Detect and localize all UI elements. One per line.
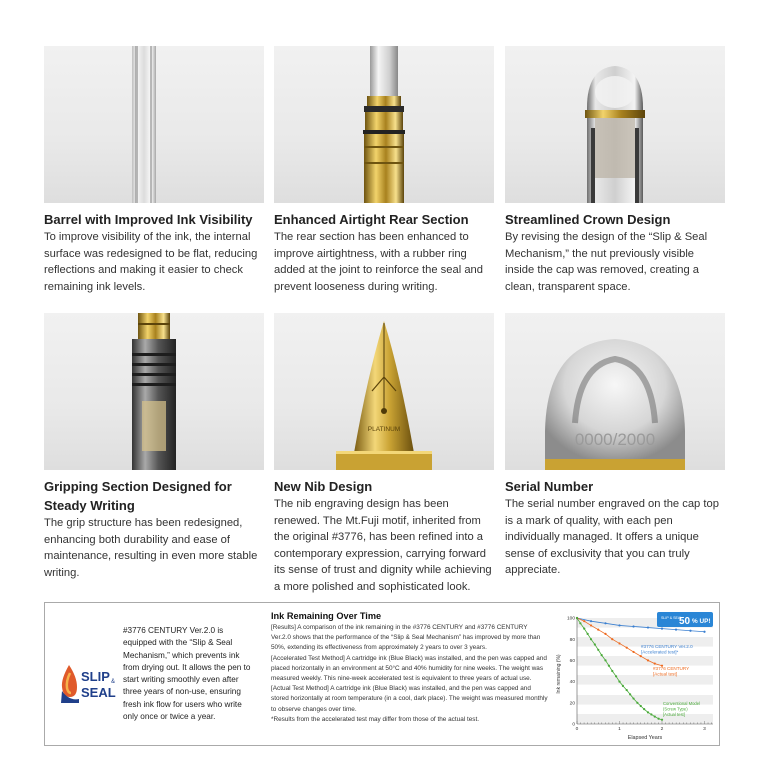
- rear-section-photo: [274, 46, 494, 203]
- series-point-2: [601, 654, 603, 656]
- series-point-2: [658, 718, 660, 720]
- y-tick-label: 40: [569, 680, 575, 686]
- serial-engraving: 0000/2000: [574, 430, 656, 449]
- feature-title: Enhanced Airtight Rear Section: [274, 212, 469, 227]
- serial-photo: [505, 313, 725, 470]
- series-point-2: [629, 693, 631, 695]
- logo-amp: &: [111, 679, 116, 685]
- chart-band: [577, 656, 713, 666]
- nib-engraving: PLATINUM: [367, 426, 401, 433]
- ink-info-box: [44, 602, 720, 746]
- feature-card-barrel: [44, 46, 264, 295]
- ink-chart-svg: [553, 610, 717, 742]
- grip-photo: [44, 313, 264, 470]
- series-point-2: [608, 665, 610, 667]
- series-point-1: [590, 624, 592, 626]
- x-tick-label: 2: [660, 727, 664, 732]
- x-tick-label: 1: [618, 727, 621, 732]
- y-tick-label: 0: [572, 722, 575, 728]
- x-axis-label: Elapsed Years: [627, 735, 663, 741]
- series-point-1: [626, 647, 628, 649]
- legend-conventional-sub2: [Actual test]: [663, 712, 685, 717]
- series-point-0: [703, 631, 705, 633]
- y-tick-label: 60: [569, 659, 575, 664]
- series-point-2: [587, 633, 589, 635]
- slip-seal-logo: [59, 661, 119, 705]
- series-point-2: [597, 649, 599, 651]
- series-point-2: [654, 715, 656, 717]
- series-point-2: [604, 659, 606, 661]
- feature-title: Gripping Section Designed for Steady Writing: [44, 479, 232, 513]
- improvement-badge: [657, 612, 713, 627]
- series-point-1: [632, 651, 634, 653]
- logo-line2: SEAL: [81, 685, 116, 700]
- series-point-2: [611, 670, 613, 672]
- series-point-2: [632, 697, 634, 699]
- series-point-2: [650, 713, 652, 715]
- feature-card-rear-section: [274, 46, 494, 295]
- report-actual: [Actual Test Method] A cartridge ink (Blue Black) was installed, and the pen was capped and stored horizontally at room temperature (in a cool, dark place). The weight was measured monthly to observe changes over time.: [271, 685, 548, 713]
- series-point-2: [590, 638, 592, 640]
- series-point-2: [579, 622, 581, 624]
- series-point-1: [618, 642, 620, 644]
- legend-ver2-sub: [Accelerated test]*: [641, 649, 679, 655]
- series-point-0: [647, 626, 649, 628]
- feature-title: Streamlined Crown Design: [505, 212, 671, 227]
- logo-line1: SLIP: [81, 669, 110, 684]
- feature-title: New Nib Design: [274, 479, 373, 494]
- intro-text: #3776 CENTURY Ver.2.0 is equipped with the “Slip & Seal Mechanism,” which prevents ink from drying out. It allows the pen to start writing smoothly even after three years of non-use, ensuring fresh ink flow for users who write only once or twice a year.: [123, 626, 251, 722]
- series-point-1: [640, 655, 642, 657]
- feature-text: The serial number engraved on the cap top is a mark of quality, with each pen individually managed. It offers a unique sense of exclusivity that you can truly appreciate.: [505, 498, 719, 577]
- series-point-2: [643, 708, 645, 710]
- legend-conventional: Conventional Model: [663, 701, 701, 706]
- nib-photo: [274, 313, 494, 470]
- feature-card-serial: [505, 313, 725, 579]
- series-point-2: [618, 681, 620, 683]
- series-point-1: [654, 662, 656, 664]
- badge-label: SLIP & SEAL: [661, 616, 683, 620]
- x-tick-label: 0: [575, 727, 579, 732]
- y-tick-label: 20: [569, 701, 575, 707]
- badge-suffix: % UP!: [692, 618, 711, 625]
- ink-report: [271, 611, 549, 725]
- series-point-2: [622, 685, 624, 687]
- chart-band: [577, 675, 713, 685]
- series-point-1: [597, 629, 599, 631]
- series-point-0: [675, 629, 677, 631]
- barrel-photo: [44, 46, 264, 203]
- badge-value: 50: [679, 616, 691, 627]
- feature-text: The nib engraving design has been renewed. The Mt.Fuji motif, inherited from the original #3776, has been refined into a contemporary expression, carrying forward its sense of trust and dignity while achieving a more polished and sophisticated look.: [274, 498, 492, 593]
- series-point-2: [640, 705, 642, 707]
- feature-card-nib: [274, 313, 494, 596]
- feature-card-grip: [44, 313, 264, 581]
- report-title: Ink Remaining Over Time: [271, 611, 382, 621]
- y-tick-label: 100: [566, 616, 575, 622]
- series-point-0: [661, 628, 663, 630]
- series-point-1: [583, 620, 585, 622]
- x-tick-label: 3: [703, 727, 706, 732]
- legend-conventional-sub: (Screw Type): [663, 706, 688, 712]
- y-axis-label: Ink remaining (%): [556, 654, 562, 694]
- ink-chart: [553, 610, 717, 742]
- series-point-0: [604, 622, 606, 624]
- series-point-1: [611, 638, 613, 640]
- feature-card-crown: [505, 46, 725, 295]
- legend-century-sub: [Actual test]: [653, 671, 678, 677]
- series-point-2: [576, 617, 578, 619]
- crown-photo: [505, 46, 725, 203]
- series-point-1: [604, 633, 606, 635]
- feature-text: To improve visibility of the ink, the internal surface was redesigned to be flat, reducing reflections and making it easier to check remaining ink levels.: [44, 231, 258, 293]
- feature-title: Barrel with Improved Ink Visibility: [44, 212, 253, 227]
- feature-text: The grip structure has been redesigned, enhancing both durability and ease of maintenance, resulting in even more stable writing.: [44, 517, 258, 579]
- series-point-0: [618, 624, 620, 626]
- feature-text: The rear section has been enhanced to improve airtightness, with a rubber ring added at the joint to reinforce the seal and prevent looseness during writing.: [274, 231, 483, 293]
- legend-ver2: #3776 CENTURY Ver.2.0: [641, 644, 693, 649]
- series-point-2: [615, 675, 617, 677]
- series-point-2: [626, 689, 628, 691]
- report-results: [Results] A comparison of the ink remaining in the #3776 CENTURY and #3776 CENTURY Ver.2.0 shows that the performance of the “Slip & Seal Mechanism” has improved by more than 50%, extending its effectiveness from approximately 2 years to over 3 years.: [271, 624, 541, 652]
- series-point-1: [647, 659, 649, 661]
- series-point-2: [583, 628, 585, 630]
- report-accelerated: [Accelerated Test Method] A cartridge ink (Blue Black) was installed, and the pen was capped and placed horizontally in an environment at 50°C and 40% humidity for nine weeks. The weight was measured weekly. This nine-week accelerated test is equivalent to three years of actual use.: [271, 654, 547, 683]
- series-point-2: [594, 643, 596, 645]
- y-tick-label: 80: [569, 637, 575, 643]
- feature-text: By revising the design of the “Slip & Seal Mechanism,” the nut previously visible inside the cap was removed, creating a clean, transparent space.: [505, 231, 708, 293]
- series-point-2: [661, 719, 663, 721]
- series-point-0: [632, 625, 634, 627]
- chart-band: [577, 714, 713, 724]
- series-point-0: [689, 630, 691, 632]
- feature-title: Serial Number: [505, 479, 594, 494]
- report-note: *Results from the accelerated test may differ from those of the actual test.: [271, 715, 480, 723]
- series-point-2: [636, 702, 638, 704]
- series-point-2: [647, 711, 649, 713]
- series-point-0: [590, 620, 592, 622]
- legend-century: #3776 CENTURY: [653, 666, 690, 671]
